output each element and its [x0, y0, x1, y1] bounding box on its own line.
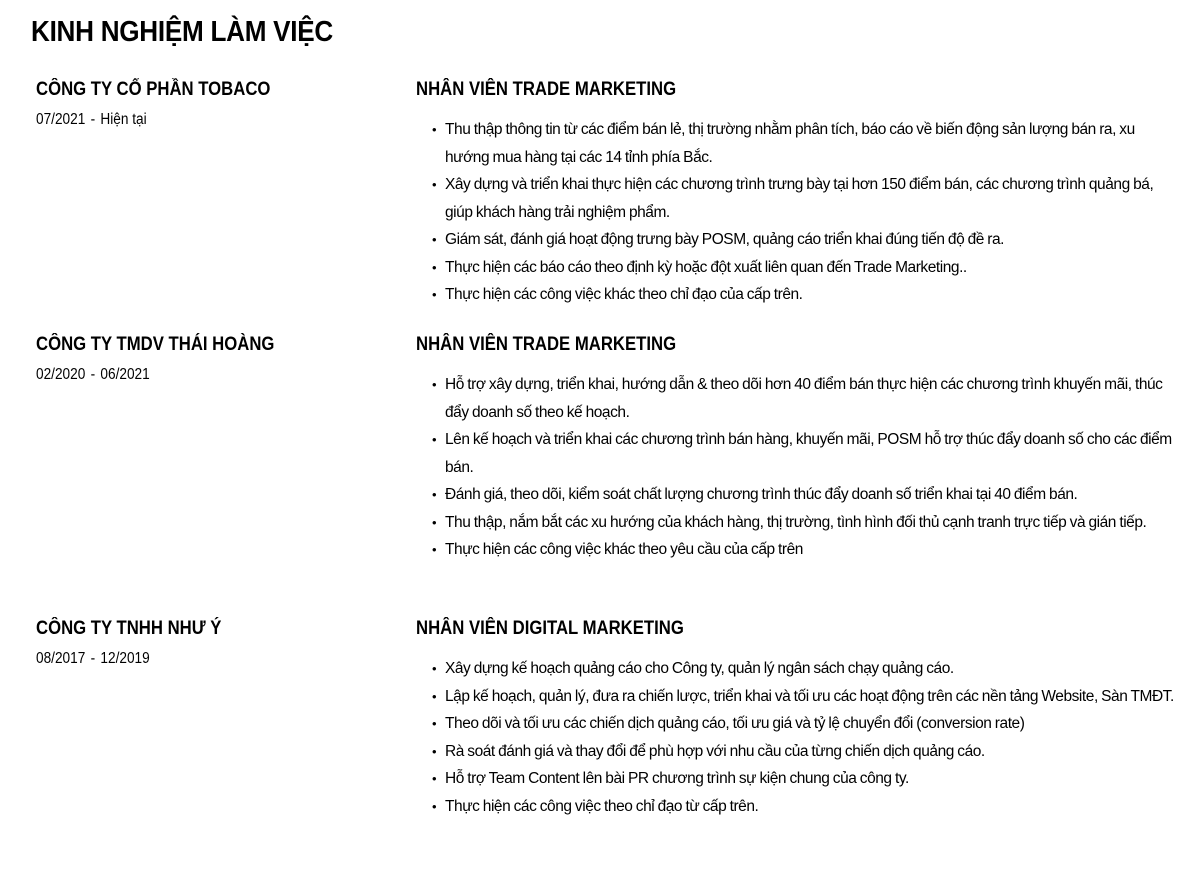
duty-item: [432, 536, 1180, 564]
job-position: NHÂN VIÊN DIGITAL MARKETING: [416, 618, 684, 639]
duty-text: Hỗ trợ xây dựng, triển khai, hướng dẫn & theo dõi hơn 40 điểm bán thực hiện các chương trình khuyến mãi, thúc đẩy doanh số theo kế hoạch.: [445, 376, 1163, 421]
duty-text: Rà soát đánh giá và thay đổi để phù hợp với nhu cầu của từng chiến dịch quảng cáo.: [445, 742, 985, 760]
bullet-icon: •: [432, 487, 437, 502]
duty-text: Thực hiện các báo cáo theo định kỳ hoặc đột xuất liên quan đến Trade Marketing..: [445, 258, 967, 276]
duty-list: [432, 116, 1180, 309]
employment-period: [36, 650, 150, 668]
job-position: NHÂN VIÊN TRADE MARKETING: [416, 334, 677, 355]
duty-item: [432, 226, 1180, 254]
duty-list: [432, 371, 1180, 564]
date-separator: -: [90, 111, 96, 128]
end-date: Hiện tại: [100, 111, 147, 128]
duty-item: [432, 426, 1180, 481]
bullet-icon: •: [432, 122, 437, 137]
section-title: KINH NGHIỆM LÀM VIỆC: [31, 16, 334, 48]
duty-item: [432, 793, 1180, 821]
date-separator: -: [90, 366, 96, 383]
bullet-icon: •: [432, 542, 437, 557]
duty-text: Thực hiện các công việc khác theo chỉ đạo của cấp trên.: [445, 286, 803, 303]
duty-text: Đánh giá, theo dõi, kiểm soát chất lượng chương trình thúc đẩy doanh số triển khai tại 40 điểm bán.: [445, 486, 1078, 503]
bullet-icon: •: [432, 688, 437, 704]
duty-item: [432, 738, 1180, 766]
bullet-icon: •: [432, 716, 437, 731]
bullet-icon: •: [432, 287, 437, 302]
end-date: 12/2019: [100, 650, 150, 667]
duty-item: [432, 710, 1180, 738]
duty-list: [432, 655, 1180, 820]
bullet-icon: •: [432, 432, 437, 447]
duty-text: Hỗ trợ Team Content lên bài PR chương trình sự kiện chung của công ty.: [445, 770, 909, 787]
duty-item: [432, 765, 1180, 793]
duty-item: [432, 171, 1180, 226]
employment-period: [36, 366, 150, 384]
job-position: NHÂN VIÊN TRADE MARKETING: [416, 79, 677, 100]
duty-text: Thực hiện các công việc theo chỉ đạo từ cấp trên.: [445, 797, 759, 815]
bullet-icon: •: [432, 743, 437, 759]
bullet-icon: •: [432, 771, 437, 786]
start-date: 07/2021: [36, 111, 86, 128]
duty-item: [432, 371, 1180, 426]
duty-item: [432, 509, 1180, 537]
duty-item: [432, 683, 1180, 711]
bullet-icon: •: [432, 259, 437, 275]
company-name: CÔNG TY TNHH NHƯ Ý: [36, 618, 222, 639]
bullet-icon: •: [432, 798, 437, 814]
company-name: CÔNG TY TMDV THÁI HOÀNG: [36, 334, 275, 355]
duty-text: Thu thập thông tin từ các điểm bán lẻ, thị trường nhằm phân tích, báo cáo về biến động sản lượng bán ra, xu hướng mua hàng tại các 14 tỉnh phía Bắc.: [445, 121, 1135, 166]
duty-text: Thực hiện các công việc khác theo yêu cầu của cấp trên: [445, 541, 803, 558]
duty-text: Giám sát, đánh giá hoạt động trưng bày POSM, quảng cáo triển khai đúng tiến độ đề ra.: [445, 231, 1005, 248]
employment-period: [36, 111, 147, 129]
duty-item: [432, 481, 1180, 509]
duty-text: Xây dựng kế hoạch quảng cáo cho Công ty, quản lý ngân sách chạy quảng cáo.: [445, 660, 954, 677]
bullet-icon: •: [432, 177, 437, 192]
duty-item: [432, 254, 1180, 282]
end-date: 06/2021: [100, 366, 150, 383]
start-date: 08/2017: [36, 650, 86, 667]
duty-item: [432, 655, 1180, 683]
bullet-icon: •: [432, 377, 437, 392]
bullet-icon: •: [432, 661, 437, 676]
duty-text: Thu thập, nắm bắt các xu hướng của khách hàng, thị trường, tình hình đối thủ cạnh tranh trực tiếp và gián tiếp.: [445, 513, 1147, 531]
start-date: 02/2020: [36, 366, 86, 383]
duty-text: Theo dõi và tối ưu các chiến dịch quảng cáo, tối ưu giá và tỷ lệ chuyển đổi (conversion rate): [445, 715, 1025, 732]
duty-text: Lập kế hoạch, quản lý, đưa ra chiến lược, triển khai và tối ưu các hoạt động trên các nền tảng Website, Sàn TMĐT.: [445, 687, 1174, 705]
bullet-icon: •: [432, 232, 437, 247]
company-name: CÔNG TY CỔ PHẦN TOBACO: [36, 79, 271, 100]
date-separator: -: [90, 650, 96, 667]
duty-item: [432, 281, 1180, 309]
duty-text: Xây dựng và triển khai thực hiện các chương trình trưng bày tại hơn 150 điểm bán, các chương trình quảng bá, giúp khách hàng trải nghiệm phẩm.: [445, 176, 1154, 221]
bullet-icon: •: [432, 514, 437, 530]
duty-text: Lên kế hoạch và triển khai các chương trình bán hàng, khuyến mãi, POSM hỗ trợ thúc đẩy doanh số cho các điểm bán.: [445, 431, 1172, 476]
duty-item: [432, 116, 1180, 171]
